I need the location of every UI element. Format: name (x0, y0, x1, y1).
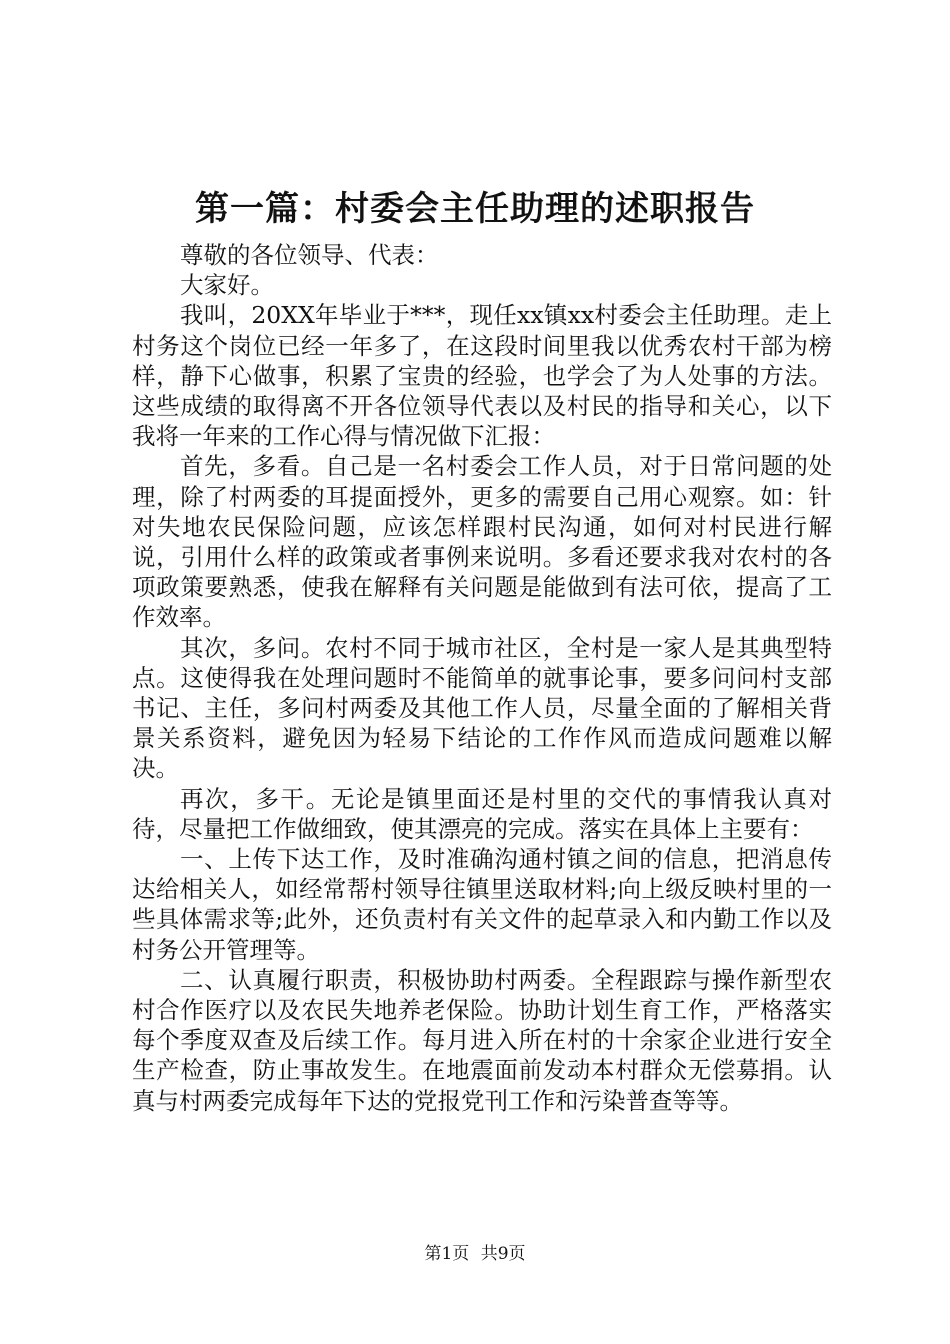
page-footer (0, 1242, 950, 1266)
page-total: 共9页 (480, 1244, 526, 1264)
document-title: 第一篇：村委会主任助理的述职报告 (195, 189, 755, 229)
paragraph-second-point: 其次，多问。农村不同于城市社区，全村是一家人是其典型特点。这使得我在处理问题时不能简单的就事论事，要多问问村支部书记、主任，多问村两委及其他工作人员，尽量全面的了解相关背景关系资料，避免因为轻易下结论的工作作风而造成问题难以解决。 (132, 633, 832, 783)
paragraph-salutation: 尊敬的各位领导、代表： (180, 241, 439, 269)
page-number: 第1页 (424, 1244, 470, 1264)
paragraph-first-point: 首先，多看。自己是一名村委会工作人员，对于日常问题的处理，除了村两委的耳提面授外，更多的需要自己用心观察。如：针对失地农民保险问题，应该怎样跟村民沟通，如何对村民进行解说，引用什么样的政策或者事例来说明。多看还要求我对农村的各项政策要熟悉，使我在解释有关问题是能做到有法可依，提高了工作效率。 (132, 452, 832, 632)
paragraph-third-point: 再次，多干。无论是镇里面还是村里的交代的事情我认真对待，尽量把工作做细致，使其漂亮的完成。落实在具体上主要有： (132, 784, 832, 843)
paragraph-introduction: 我叫，20XX年毕业于***，现任xx镇xx村委会主任助理。走上村务这个岗位已经一年多了，在这段时间里我以优秀农村干部为榜样，静下心做事，积累了宝贵的经验，也学会了为人处事的方法。这些成绩的取得离不开各位领导代表以及村民的指导和关心，以下我将一年来的工作心得与情况做下汇报： (132, 301, 832, 451)
paragraph-greeting: 大家好。 (180, 271, 274, 300)
document-body (132, 240, 832, 1116)
paragraph-item-one: 一、上传下达工作，及时准确沟通村镇之间的信息，把消息传达给相关人，如经常帮村领导往镇里送取材料;向上级反映村里的一些具体需求等;此外，还负责村有关文件的起草录入和内勤工作以及村务公开管理等。 (132, 845, 832, 964)
paragraph-item-two: 二、认真履行职责，积极协助村两委。全程跟踪与操作新型农村合作医疗以及农民失地养老保险。协助计划生育工作，严格落实每个季度双查及后续工作。每月进入所在村的十余家企业进行安全生产检查，防止事故发生。在地震面前发动本村群众无偿募捐。认真与村两委完成每年下达的党报党刊工作和污染普查等等。 (132, 965, 832, 1115)
